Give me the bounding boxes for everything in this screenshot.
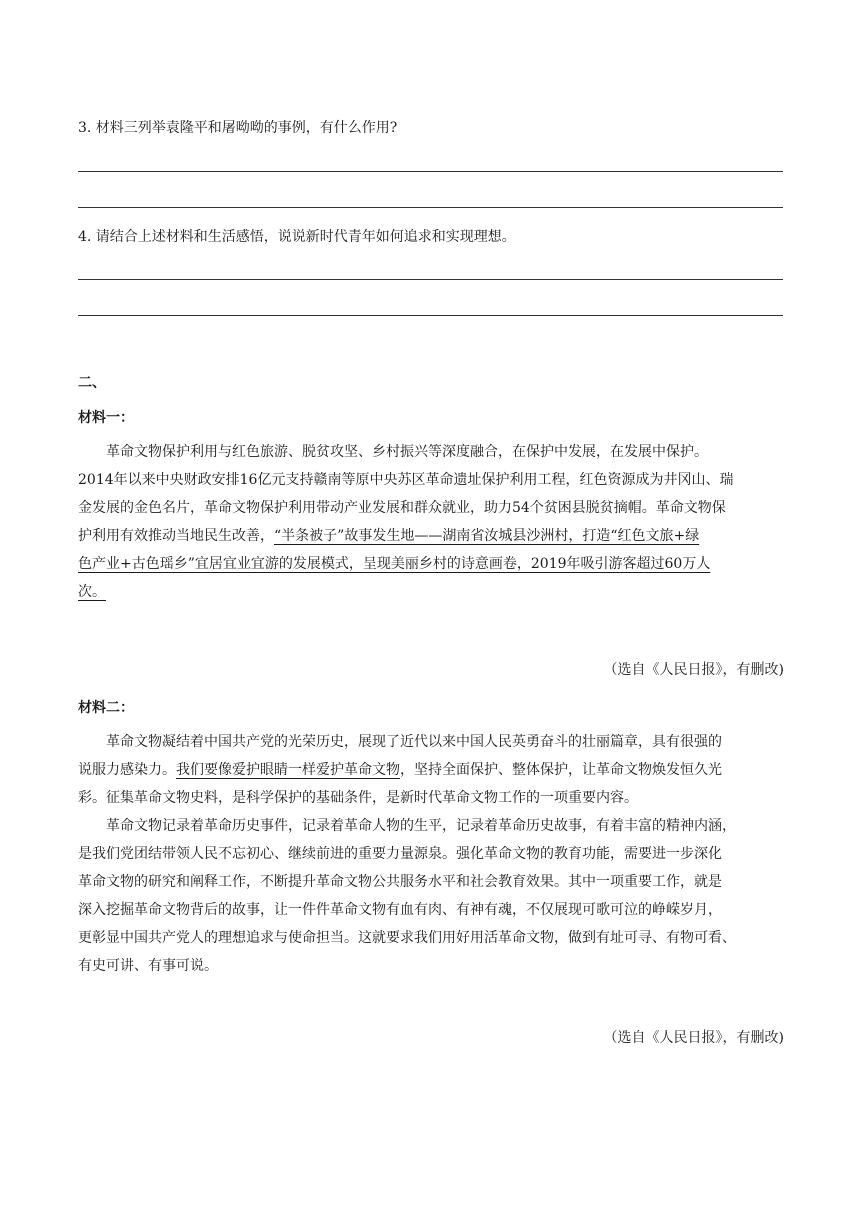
text-line: 是我们党团结带领人民不忘初心、继续前进的重要力量源泉。强化革命文物的教育功能，需要进一步深化 — [78, 846, 722, 862]
material-1-paragraph — [78, 438, 783, 606]
text-line: 革命文物凝结着中国共产党的光荣历史，展现了近代以来中国人民英勇奋斗的壮丽篇章，具有很强的 — [106, 734, 722, 750]
material-2-paragraph-1 — [78, 728, 783, 812]
text-line: 革命文物的研究和阐释工作，不断提升革命文物公共服务水平和社会教育效果。其中一项重要工作，就是 — [78, 874, 722, 890]
text-line — [78, 756, 783, 784]
answer-line[interactable] — [78, 207, 783, 208]
answer-line[interactable] — [78, 171, 783, 172]
question-3: 3. 材料三列举袁隆平和屠呦呦的事例，有什么作用? — [78, 120, 398, 136]
text-line — [78, 578, 783, 606]
section-title: 二、 — [78, 375, 106, 391]
material-2-title: 材料二： — [78, 700, 134, 716]
text-line — [78, 522, 783, 550]
question-4: 4. 请结合上述材料和生活感悟，说说新时代青年如何追求和实现理想。 — [78, 229, 516, 245]
material-1-title: 材料一： — [78, 410, 134, 426]
answer-line[interactable] — [78, 315, 783, 316]
text-segment: 护利用有效推动当地民生改善， — [78, 528, 274, 544]
text-line: 2014年以来中央财政安排16亿元支持赣南等原中央苏区革命遗址保护利用工程，红色资源成为井冈山、瑞 — [78, 472, 734, 488]
material-2-source: （选自《人民日报》，有删改) — [603, 1030, 784, 1046]
material-1-source: （选自《人民日报》，有删改) — [603, 662, 784, 678]
text-segment: ，坚持全面保护、整体保护，让革命文物焕发恒久光 — [400, 762, 722, 778]
answer-line[interactable] — [78, 279, 783, 280]
text-line: 更彰显中国共产党人的理想追求与使命担当。这就要求我们用好用活革命文物，做到有址可寻、有物可看、 — [78, 930, 736, 946]
text-line: 有史可讲、有事可说。 — [78, 958, 218, 974]
text-line: 金发展的金色名片，革命文物保护利用带动产业发展和群众就业，助力54个贫困县脱贫摘帽。革命文物保 — [78, 500, 726, 516]
text-segment: 说服力感染力。 — [78, 762, 176, 778]
underlined-text: “半条被子”故事发生地——湖南省汝城县沙洲村，打造“红色文旅+绿 — [274, 528, 700, 544]
underlined-text: 次。 — [78, 584, 106, 600]
text-line: 革命文物记录着革命历史事件，记录着革命人物的生平，记录着革命历史故事，有着丰富的精神内涵， — [106, 818, 736, 834]
text-line: 革命文物保护利用与红色旅游、脱贫攻坚、乡村振兴等深度融合，在保护中发展，在发展中保护。 — [106, 444, 708, 460]
underlined-text: 我们要像爱护眼睛一样爱护革命文物 — [176, 762, 400, 778]
text-line: 深入挖掘革命文物背后的故事，让一件件革命文物有血有肉、有神有魂，不仅展现可歌可泣的峥嵘岁月， — [78, 902, 722, 918]
material-2-paragraph-2 — [78, 812, 783, 980]
underlined-text-line: 色产业+古色瑶乡”宜居宜业宜游的发展模式，呈现美丽乡村的诗意画卷，2019年吸引游客超过60万人 — [78, 556, 711, 572]
text-line: 彩。征集革命文物史料，是科学保护的基础条件，是新时代革命文物工作的一项重要内容。 — [78, 790, 638, 806]
